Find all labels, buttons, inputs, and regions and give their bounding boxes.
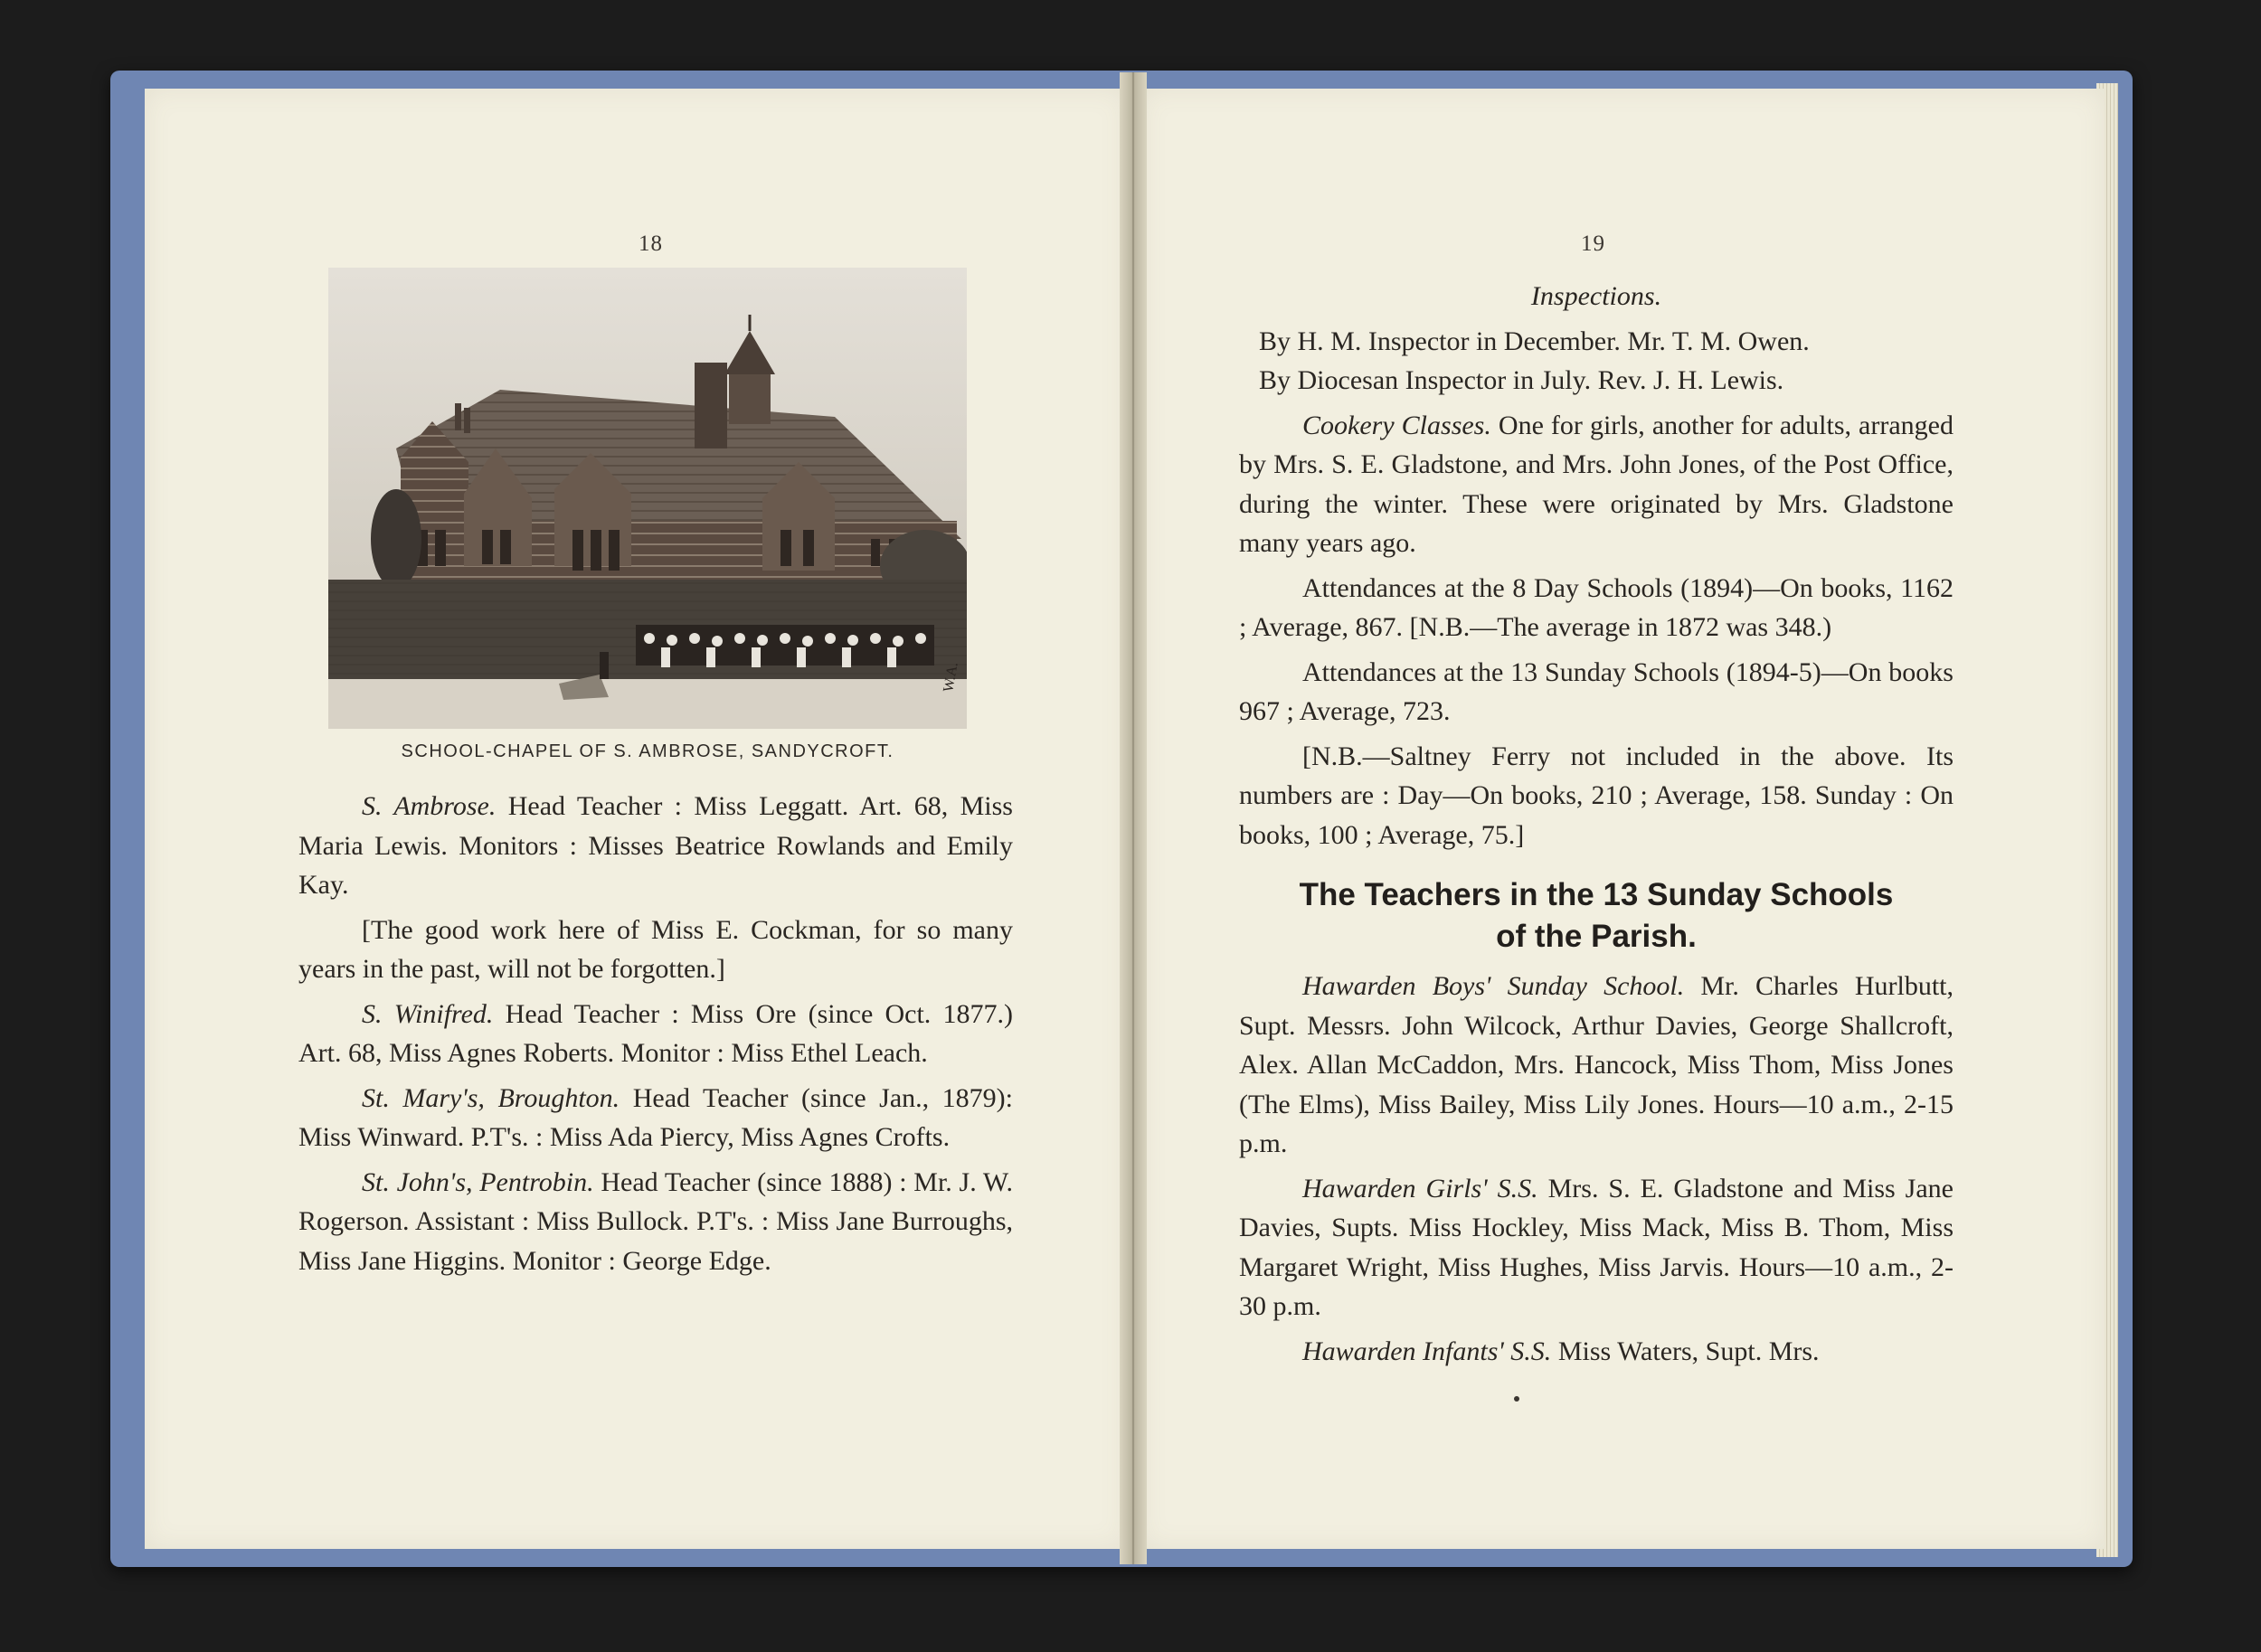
paragraph-cookery	[1239, 406, 1954, 563]
teachers-heading-line-2: of the Parish.	[1496, 919, 1697, 954]
paragraph-text: [N.B.—Saltney Ferry not included in the above. Its numbers are : Day—On books, 210 ; Average, 158. Sunday : On books, 100 ; Average, 75.]	[1239, 741, 1954, 850]
paragraph-text: One for girls, another for adults, arranged by Mrs. S. E. Gladstone, and Mrs. John Jones, of the Post Office, during the winter. These were originated by Mrs. Gladstone many years ago.	[1239, 410, 1954, 558]
page-number-right: 19	[1581, 231, 1605, 256]
inspection-diocesan: By Diocesan Inspector in July. Rev. J. H. Lewis.	[1259, 365, 1784, 395]
paragraph-text: [The good work here of Miss E. Cockman, for so many years in the past, will not be forgotten.]	[298, 914, 1013, 984]
school-name: Hawarden Girls' S.S.	[1302, 1173, 1538, 1204]
paragraph-hawarden-infants	[1239, 1332, 1954, 1372]
paragraph-text: Miss Waters, Supt. Mrs.	[1551, 1336, 1820, 1366]
inspection-hm: By H. M. Inspector in December. Mr. T. M. Owen.	[1259, 326, 1810, 356]
paragraph-st-marys-broughton	[298, 1079, 1013, 1157]
paragraph-text: Head Teacher : Miss Leggatt. Art. 68, Miss Maria Lewis. Monitors : Misses Beatrice Rowlands and Emily Kay.	[298, 791, 1013, 900]
photo-signature: W.A.	[941, 661, 961, 694]
right-body-text	[1239, 277, 1954, 1376]
school-name: St. Mary's, Broughton.	[362, 1082, 620, 1113]
section-lead: Cookery Classes.	[1302, 410, 1491, 440]
school-name: Hawarden Infants' S.S.	[1302, 1336, 1552, 1366]
school-chapel-photo	[328, 268, 967, 729]
paragraph-s-winifred	[298, 995, 1013, 1073]
school-name: S. Ambrose.	[362, 791, 497, 821]
paragraph-st-johns-pentrobin	[298, 1163, 1013, 1281]
paragraph-sunday-schools	[1239, 653, 1954, 732]
inspections-heading: Inspections.	[1530, 281, 1662, 311]
paragraph-hawarden-girls	[1239, 1169, 1954, 1326]
teachers-heading	[1239, 874, 1954, 958]
paragraph-text: Head Teacher (since 1888) : Mr. J. W. Rogerson. Assistant : Miss Bullock. P.T's. : Miss Jane Burroughs, Miss Jane Higgins. Monitor : George Edge.	[298, 1166, 1013, 1276]
school-name: Hawarden Boys' Sunday School.	[1302, 971, 1685, 1001]
paragraph-text: Head Teacher (since Jan., 1879): Miss Winward. P.T's. : Miss Ada Piercy, Miss Agnes Crofts.	[298, 1082, 1013, 1152]
paragraph-hawarden-boys	[1239, 967, 1954, 1164]
paragraph-text: Head Teacher : Miss Ore (since Oct. 1877.) Art. 68, Miss Agnes Roberts. Monitor : Miss Ethel Leach.	[298, 998, 1013, 1068]
school-name: S. Winifred.	[362, 998, 494, 1029]
book-gutter	[1120, 72, 1147, 1564]
page-number-left: 18	[639, 231, 663, 256]
paragraph-s-ambrose	[298, 787, 1013, 905]
paragraph-text: Attendances at the 13 Sunday Schools (1894-5)—On books 967 ; Average, 723.	[1239, 656, 1954, 726]
paragraph-cockman-note	[298, 911, 1013, 989]
paragraph-text: Mr. Charles Hurlbutt, Supt. Messrs. John Wilcock, Arthur Davies, George Shallcroft, Alex. Allan McCaddon, Mrs. Hancock, Miss Thom, Miss Jones (The Elms), Miss Bailey, Miss Lily Jones. Hours—10 a.m., 2-15 p.m.	[1239, 971, 1954, 1158]
teachers-heading-line-1: The Teachers in the 13 Sunday Schools	[1299, 877, 1894, 912]
photo-illustration	[328, 268, 967, 729]
photo-caption: SCHOOL-CHAPEL OF S. AMBROSE, SANDYCROFT.	[401, 741, 894, 761]
left-body-text	[298, 787, 1013, 1286]
paragraph-saltney-note	[1239, 737, 1954, 855]
paragraph-text: Mrs. S. E. Gladstone and Miss Jane Davies, Supts. Miss Hockley, Miss Mack, Miss B. Thom, Miss Margaret Wright, Miss Hughes, Miss Jarvis. Hours—10 a.m., 2-30 p.m.	[1239, 1173, 1954, 1321]
paragraph-day-schools	[1239, 569, 1954, 647]
paragraph-text: Attendances at the 8 Day Schools (1894)—On books, 1162 ; Average, 867. [N.B.—The average in 1872 was 348.)	[1239, 572, 1954, 642]
school-name: St. John's, Pentrobin.	[362, 1166, 594, 1197]
printers-mark	[1514, 1396, 1519, 1402]
